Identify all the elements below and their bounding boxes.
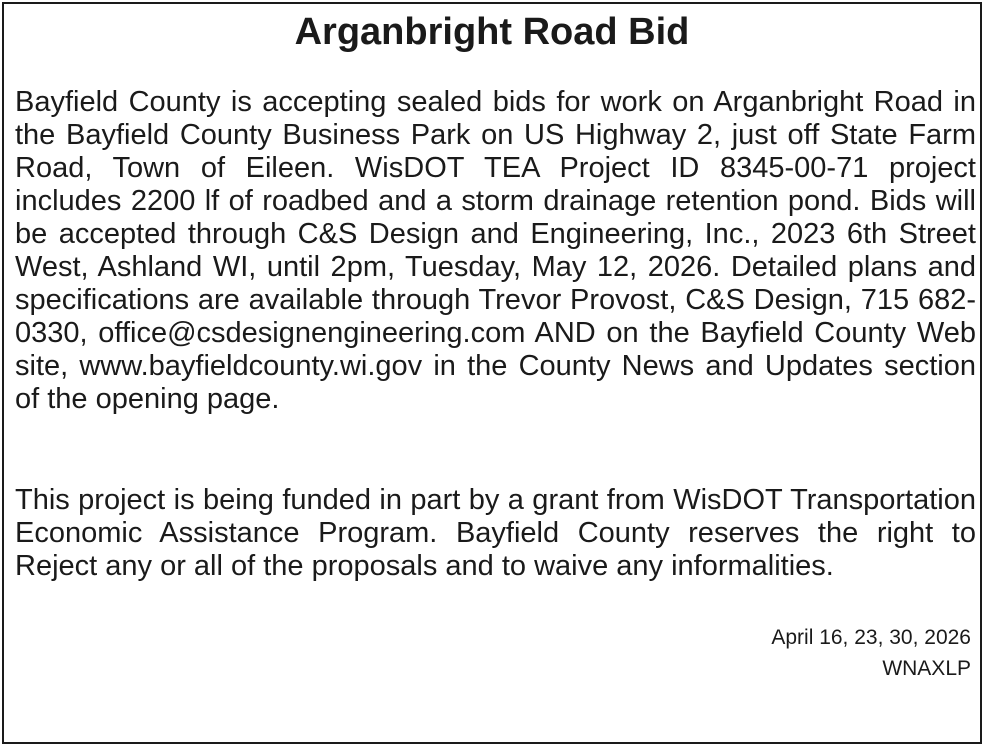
publication-code: WNAXLP: [882, 657, 971, 680]
notice-paragraph-details: Bayfield County is accepting sealed bids for work on Arganbright Road in the Bayfield County Business Park on US Highway 2, just off State Farm Road, Town of Eileen. WisDOT TEA Project ID 8345-00-71 project includes 2200 lf of roadbed and a storm drainage retention pond. Bids will be accepted through C&S Design and Engineering, Inc., 2023 6th Street West, Ashland WI, until 2pm, Tuesday, May 12, 2026. Detailed plans and specifications are available through Trevor Provost, C&S Design, 715 682-0330, office@csdesignengineering.com AND on the Bayfield County Web site, www.bayfieldcounty.wi.gov in the County News and Updates section of the opening page.: [15, 86, 976, 415]
notice-paragraph-funding: This project is being funded in part by a grant from WisDOT Transportation Economic Assistance Program. Bayfield County reserves the right to Reject any or all of the proposals and to waive any informalities.: [15, 484, 976, 582]
notice-title: Arganbright Road Bid: [294, 11, 690, 53]
publication-dates: April 16, 23, 30, 2026: [771, 626, 971, 649]
legal-notice: [2, 2, 982, 744]
